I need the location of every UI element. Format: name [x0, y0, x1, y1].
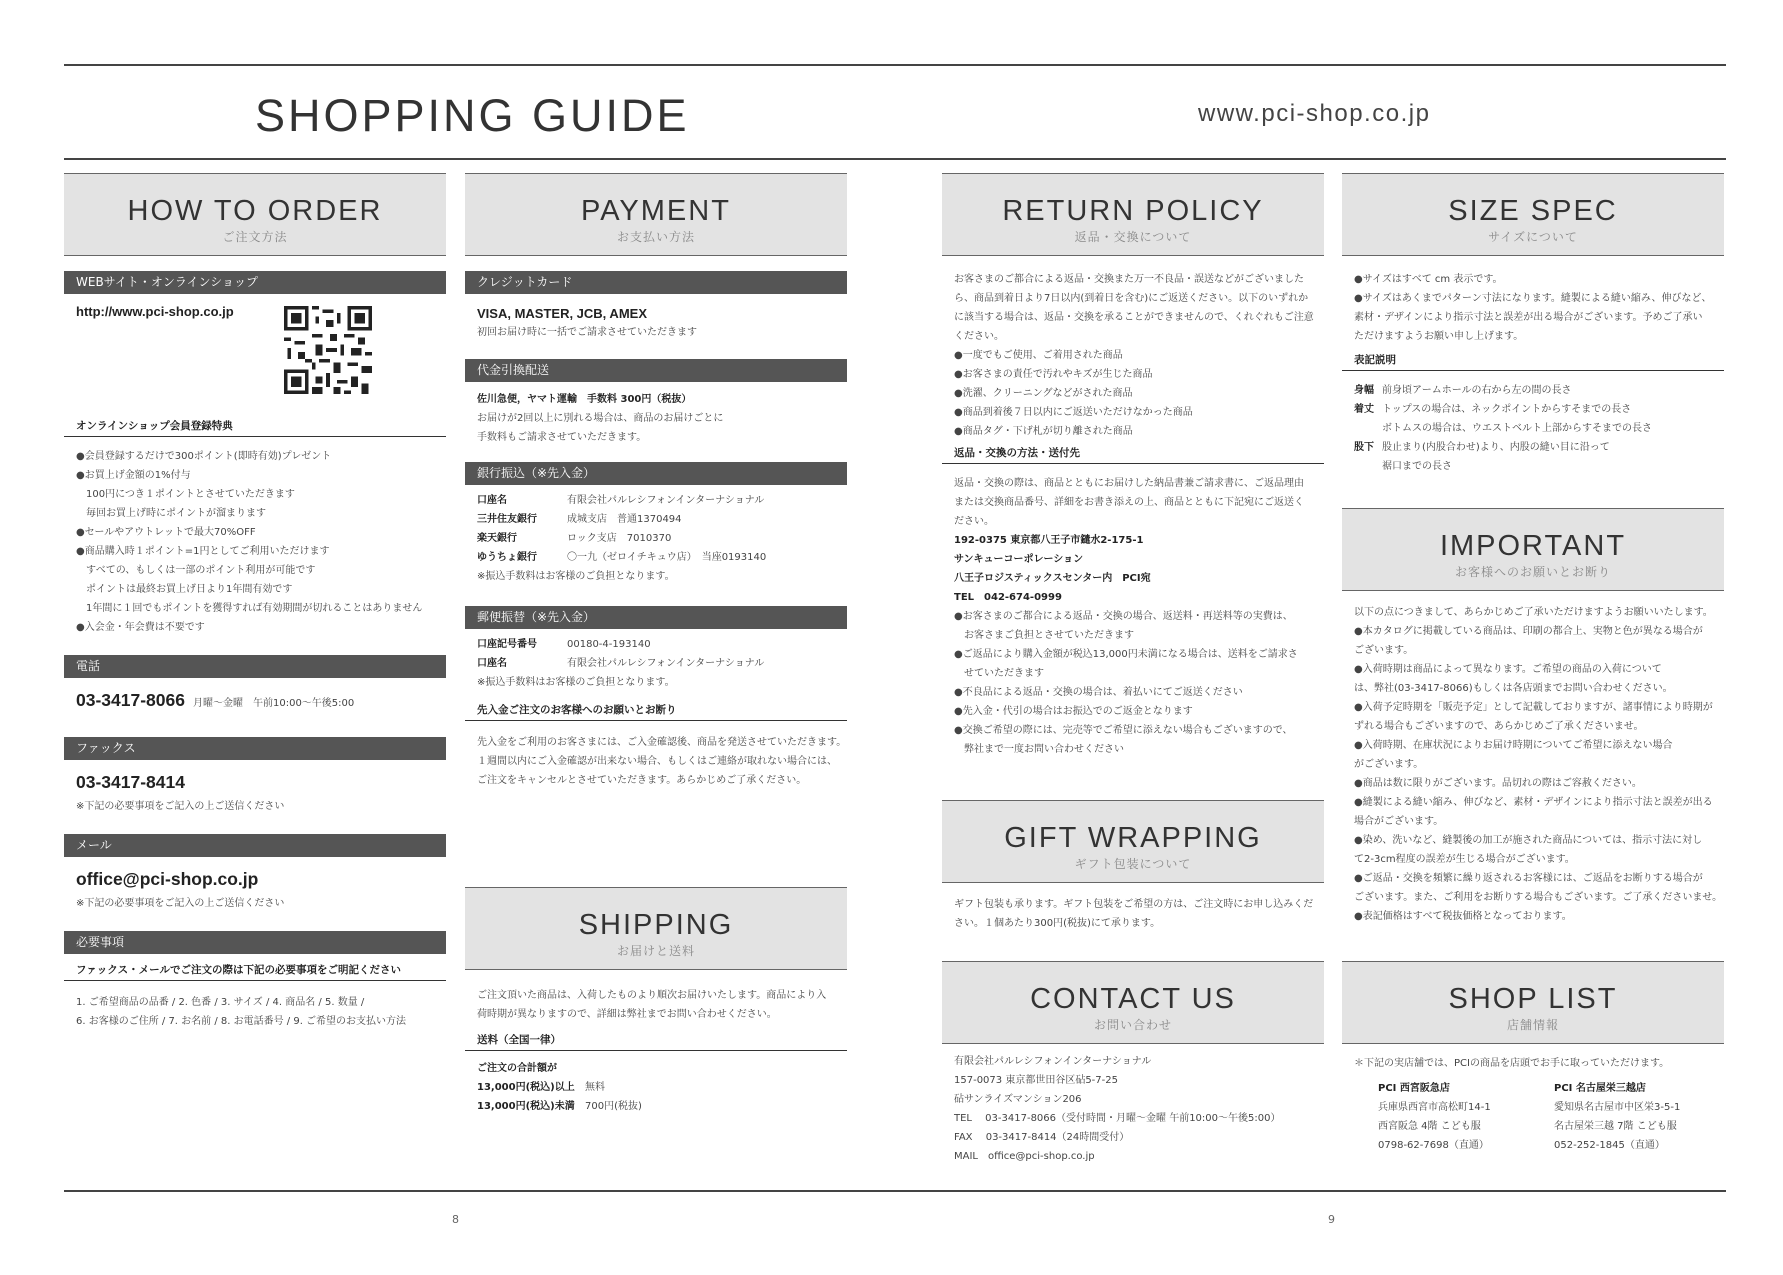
return-address: 192-0375 東京都八王子市鑓水2-175-1 サンキューコーポレーション 八王子ロジスティックスセンター内 PCI宛 TEL 042-674-0999: [954, 535, 1151, 603]
contact-header: [942, 961, 1324, 1044]
page-title: SHOPPING GUIDE: [255, 90, 690, 141]
mail-address[interactable]: office@pci-shop.co.jp: [76, 869, 259, 889]
return-policy-column: [942, 173, 1324, 759]
shipping-header: [465, 887, 847, 970]
cod-bar: 代金引換配送: [465, 359, 847, 382]
mail-note: ※下記の必要事項をご記入の上ご送信ください: [76, 898, 285, 909]
fax-number: 03-3417-8414: [76, 772, 185, 792]
important-header: [1342, 508, 1724, 591]
return-method-lines: 返品・交換の際は、商品とともにお届けした納品書兼ご請求書に、ご返品理由 または交換商品番号、詳細をお書き添えの上、商品とともに下記宛にご返送く ださい。: [954, 478, 1304, 527]
how-to-order-header: [64, 173, 446, 256]
site-url: www.pci-shop.co.jp: [1198, 100, 1431, 127]
how-to-order-title: HOW TO ORDER: [127, 195, 383, 227]
phone-number[interactable]: 03-3417-8066 月曜～金曜 午前10:00～午後5:00: [76, 690, 355, 710]
shop-list-grid: [1342, 1079, 1724, 1155]
important-section: [1342, 508, 1724, 926]
qr-code-icon: [284, 306, 372, 394]
bottom-rule: [64, 1190, 1726, 1192]
shop-nishinomiya: PCI 西宮阪急店 兵庫県西宮市高松町14-1 西宮阪急 4階 こども服 0798-62-7698（直通）: [1378, 1083, 1491, 1151]
credit-note: 初回お届け時に一括でご請求させていただきます: [477, 327, 697, 338]
member-benefits-list: ●会員登録するだけで300ポイント(即時有効)プレゼント ●お買上げ金額の1%付与 100円につき１ポイントとさせていただきます 毎回お買上げ時にポイントが溜まります ●セールやアウトレットで最大70%OFF ●商品購入時１ポイント=1円としてご利用いただけます すべての、もしくは一部のポイント利用が可能です ポイントは最終お買上げ日より1年間有効です 1年間に１回でもポイントを獲得すれば有効期間が切れることはありません ●入会金・年会費は不要です: [76, 451, 423, 633]
size-spec-subtitle: サイズについて: [1488, 230, 1578, 244]
shipping-section: [465, 887, 847, 1116]
fax-note: ※下記の必要事項をご記入の上ご送信ください: [76, 801, 285, 812]
return-policy-lines: お客さまのご都合による返品・交換また万一不良品・誤送などがございました ら、商品到着日より7日以内(到着日を含む)にご返送ください。以下のいずれか に該当する場合は、返品・交換を承ることができませんので、くれぐれもご注意 ください。 ●一度でもご使用、ご着用された商品 ●お客さまの責任で汚れやキズが生じた商品 ●洗濯、クリーニングなどがされた商品 ●商品到着後７日以内にご返送いただけなかった商品 ●商品タグ・下げ札が切り離された商品: [954, 274, 1314, 437]
bank-note: ※振込手数料はお客様のご負担となります。: [477, 571, 675, 582]
size-spec-column: [1342, 173, 1724, 476]
return-policy-header: [942, 173, 1324, 256]
member-benefits-title: オンラインショップ会員登録特典: [64, 418, 446, 437]
required-list: 1. ご希望商品の品番 / 2. 色番 / 3. サイズ / 4. 商品名 / 5. 数量 / 6. お客様のご住所 / 7. お名前 / 8. お電話番号 / 9. ご希望のお支払い方法: [76, 997, 407, 1027]
shipping-title: SHIPPING: [578, 909, 734, 941]
payment-header: [465, 173, 847, 256]
shipping-fee-table: 13,000円(税込)以上 無料 13,000円(税込)未満 700円(税抜): [477, 1082, 642, 1112]
required-bar: 必要事項: [64, 931, 446, 954]
important-title: IMPORTANT: [1439, 530, 1627, 562]
how-to-order-subtitle: ご注文方法: [222, 230, 288, 244]
size-spec-title: SIZE SPEC: [1448, 195, 1618, 227]
gift-lines: ギフト包装も承ります。ギフト包装をご希望の方は、ご注文時にお申し込みくだ さい。１個あたり300円(税抜)にて承ります。: [954, 899, 1314, 929]
cod-main: 佐川急便，ヤマト運輸 手数料 300円（税抜）: [477, 394, 692, 405]
prepay-lines: 先入金をご利用のお客さまには、ご入金確認後、商品を発送させていただきます。 １週間以内にご入金確認が出来ない場合、もしくはご連絡が取れない場合には、 ご注文をキャンセルとさせていただきます。あらかじめご了承ください。: [477, 737, 847, 786]
phone-hours: 月曜～金曜 午前10:00～午後5:00: [192, 698, 355, 709]
contact-title: CONTACT US: [1030, 983, 1236, 1015]
page-number-right: 9: [1328, 1213, 1335, 1226]
postal-bar: 郵便振替（※先入金）: [465, 606, 847, 629]
shipping-total-label: ご注文の合計額が: [477, 1063, 557, 1074]
gift-section: [942, 800, 1324, 933]
shop-list-section: [1342, 961, 1724, 1155]
phone-bar: 電話: [64, 655, 446, 678]
bank-bar: 銀行振込（※先入金）: [465, 462, 847, 485]
shipping-lines: ご注文頂いた商品は、入荷したものより順次お届けいたします。商品により入 荷時期が異なりますので、詳細は弊社までお問い合わせください。: [477, 990, 827, 1020]
gift-header: [942, 800, 1324, 883]
web-url[interactable]: http://www.pci-shop.co.jp: [76, 304, 234, 319]
payment-title: PAYMENT: [581, 195, 731, 227]
shop-list-note: ＊下記の実店舗では、PCIの商品を店頭でお手に取っていただけます。: [1354, 1058, 1670, 1069]
size-spec-lines: ●サイズはすべて cm 表示です。 ●サイズはあくまでパターン寸法になります。縫製による縫い縮み、伸びなど、 素材・デザインにより指示寸法と誤差が出る場合がございます。予めご了承い ただけますようお願い申し上げます。: [1354, 274, 1712, 342]
important-lines: 以下の点につきまして、あらかじめご了承いただけますようお願いいたします。 ●本カタログに掲載している商品は、印刷の都合上、実物と色が異なる場合が ございます。 ●入荷時期は商品によって異なります。ご希望の商品の入荷について は、弊社(03-3417-8066)もしくは各店頭までお問い合わせください。 ●入荷予定時期を「販売予定」として記載しておりますが、諸事情により時期が ずれる場合もございますので、あらかじめご了承くださいませ。 ●入荷時期、在庫状況によりお届け時期についてご希望に添えない場合 がございます。 ●商品は数に限りがございます。品切れの際はご容赦ください。 ●縫製による縫い縮み、伸びなど、素材・デザインにより指示寸法と誤差が出る 場合がございます。 ●染め、洗いなど、縫製後の加工が施された商品については、指示寸法に対し て2-3cm程度の誤差が生じる場合がございます。 ●ご返品・交換を頻繁に繰り返されるお客様には、ご返品をお断りする場合が ございます。また、ご利用をお断りする場合もございます。ご了承くださいませ。 ●表記価格はすべて税抜価格となっております。: [1354, 607, 1723, 922]
gift-title: GIFT WRAPPING: [1004, 822, 1262, 854]
cod-lines: お届けが2回以上に別れる場合は、商品のお届けごとに 手数料もご請求させていただきます。: [477, 413, 724, 443]
shipping-subtitle: お届けと送料: [616, 944, 695, 958]
prepay-title: 先入金ご注文のお客様へのお願いとお断り: [465, 702, 847, 721]
postal-table: 口座記号番号 00180-4-193140 口座名 有限会社パルレシフォンインターナショナル: [477, 639, 765, 669]
page-number-left: 8: [452, 1213, 459, 1226]
credit-bar: クレジットカード: [465, 271, 847, 294]
shop-list-title: SHOP LIST: [1448, 983, 1618, 1015]
shipping-fee-title: 送料（全国一律）: [465, 1032, 847, 1051]
size-legend-table: 身幅 前身頃アームホールの右から左の間の長さ 着丈 トップスの場合は、ネックポイントからすそまでの長さ ボトムスの場合は、ウエストベルト上部からすそまでの長さ 股下 股止まり(内股合わせ)より、内股の縫い目に沿って 裾口までの長さ: [1354, 385, 1652, 472]
shop-list-subtitle: 店舗情報: [1506, 1018, 1559, 1032]
bank-table: 口座名 有限会社パルレシフォンインターナショナル 三井住友銀行 成城支店 普通1370494 楽天銀行 ロック支店 7010370 ゆうちょ銀行 〇一九（ゼロイチキュウ店） 当座0193140: [477, 495, 767, 563]
shop-list-header: [1342, 961, 1724, 1044]
payment-subtitle: お支払い方法: [616, 230, 695, 244]
mail-bar: メール: [64, 834, 446, 857]
return-policy-title: RETURN POLICY: [1002, 195, 1264, 227]
size-spec-header: [1342, 173, 1724, 256]
size-legend-title: 表記説明: [1342, 352, 1724, 371]
payment-column: [465, 173, 847, 790]
fax-bar: ファックス: [64, 737, 446, 760]
credit-brands: VISA, MASTER, JCB, AMEX: [477, 306, 647, 321]
contact-section: [942, 961, 1324, 1166]
return-policy-subtitle: 返品・交換について: [1074, 230, 1192, 244]
important-subtitle: お客様へのお願いとお断り: [1454, 565, 1611, 579]
contact-subtitle: お問い合わせ: [1093, 1018, 1172, 1032]
required-title: ファックス・メールでご注文の際は下記の必要事項をご明記ください: [64, 962, 446, 981]
return-method-title: 返品・交換の方法・送付先: [942, 445, 1324, 464]
contact-lines: 有限会社パルレシフォンインターナショナル 157-0073 東京都世田谷区砧5-7-25 砧サンライズマンション206 TEL 03-3417-8066（受付時間・月曜～金曜 午前10:00～午後5:00） FAX 03-3417-8414（24時間受付） MAIL office@pci-shop.co.jp: [954, 1056, 1281, 1162]
web-bar: WEBサイト・オンラインショップ: [64, 271, 446, 294]
top-rule: [64, 64, 1726, 66]
gift-subtitle: ギフト包装について: [1074, 857, 1192, 871]
how-to-order-column: [64, 173, 446, 1031]
header-rule: [64, 158, 1726, 160]
shop-nagoya: PCI 名古屋栄三越店 愛知県名古屋市中区栄3-5-1 名古屋栄三越 7階 こども服 052-252-1845（直通）: [1554, 1083, 1681, 1151]
postal-note: ※振込手数料はお客様のご負担となります。: [477, 677, 675, 688]
return-notes: ●お客さまのご都合による返品・交換の場合、返送料・再送料等の実費は、 お客さまご負担とさせていただきます ●ご返品により購入金額が税込13,000円未満になる場合は、送料をご請求さ せていただきます ●不良品による返品・交換の場合は、着払いにてご返送ください ●先入金・代引の場合はお振込でのご返金となります ●交換ご希望の際には、完売等でご希望に添えない場合もございますので、 弊社まで一度お問い合わせください: [954, 611, 1298, 755]
